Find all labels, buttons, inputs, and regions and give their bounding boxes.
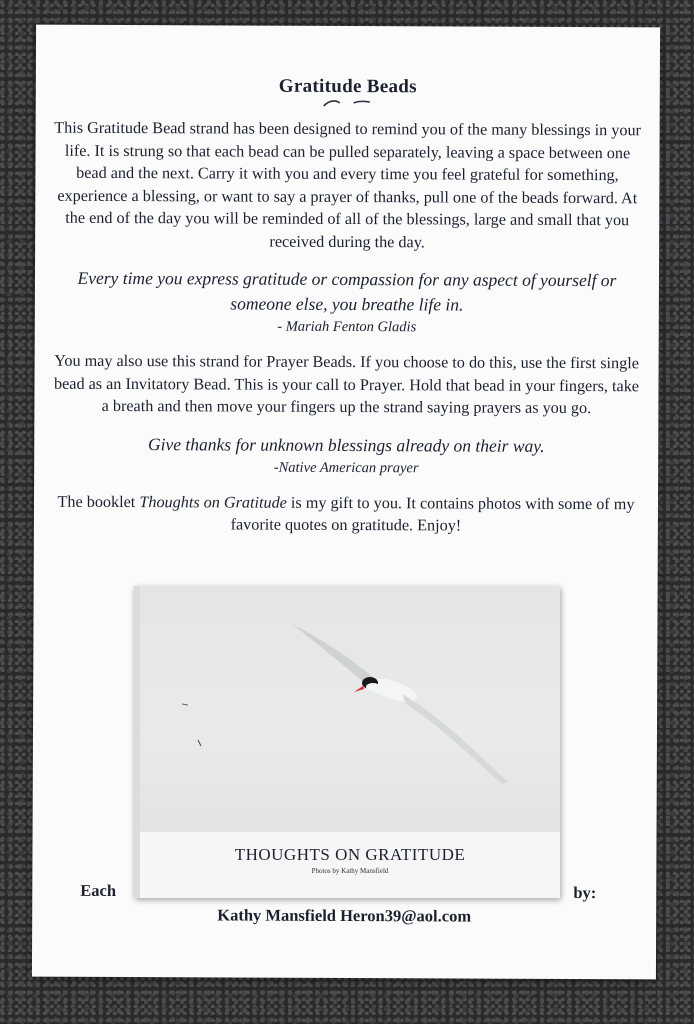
card-content (52, 75, 642, 538)
title-underline-squiggle (318, 98, 378, 108)
booklet-name-italic: Thoughts on Gratitude (139, 492, 287, 512)
page-title: Gratitude Beads (278, 75, 417, 98)
booklet-photo (140, 586, 560, 832)
booklet-paragraph-end: is my gift to you. It contains photos with some of my favorite quotes on gratitude. Enjoy! (230, 493, 635, 535)
quote-native-american-attribution: -Native American prayer (273, 459, 419, 476)
footer-each-text: Each (80, 880, 117, 901)
footer-by-text: by: (573, 882, 597, 903)
tern-bird-icon (140, 586, 560, 832)
quote-gladis: Every time you express gratitude or compassion for any aspect of yourself or someone else, you breathe life in. (77, 267, 617, 315)
booklet-paragraph (52, 490, 640, 538)
quote-native-american: Give thanks for unknown blessings already on their way. (147, 433, 545, 456)
booklet-paragraph-start: The booklet (57, 492, 140, 511)
booklet-cover (134, 586, 560, 898)
quote-gladis-attribution: - Mariah Fenton Gladis (277, 318, 417, 336)
prayer-beads-paragraph: You may also use this strand for Prayer Beads. If you choose to do this, use the first single bead as an Invitatory Bead. This is your call to Prayer. Hold that bead in your fingers, take a breath and then move your fingers up the strand saying prayers as you go. (53, 351, 640, 418)
booklet-title-strip (140, 832, 560, 898)
booklet-title: THOUGHTS ON GRATITUDE (234, 845, 466, 864)
intro-paragraph: This Gratitude Bead strand has been designed to remind you of the many blessings in your life. It is strung so that each bead can be pulled separately, leaving a space between one bead and the next. Carry it with you and every time you feel grateful for something, experience a blessing, or want to say a prayer of thanks, pull one of the beads forward. At the end of the day you will be reminded of all of the blessings, large and small that you received during the day. (54, 118, 642, 251)
booklet-credit: Photos by Kathy Mansfield (311, 867, 389, 875)
footer-contact: Kathy Mansfield Heron39@aol.com (217, 905, 472, 926)
